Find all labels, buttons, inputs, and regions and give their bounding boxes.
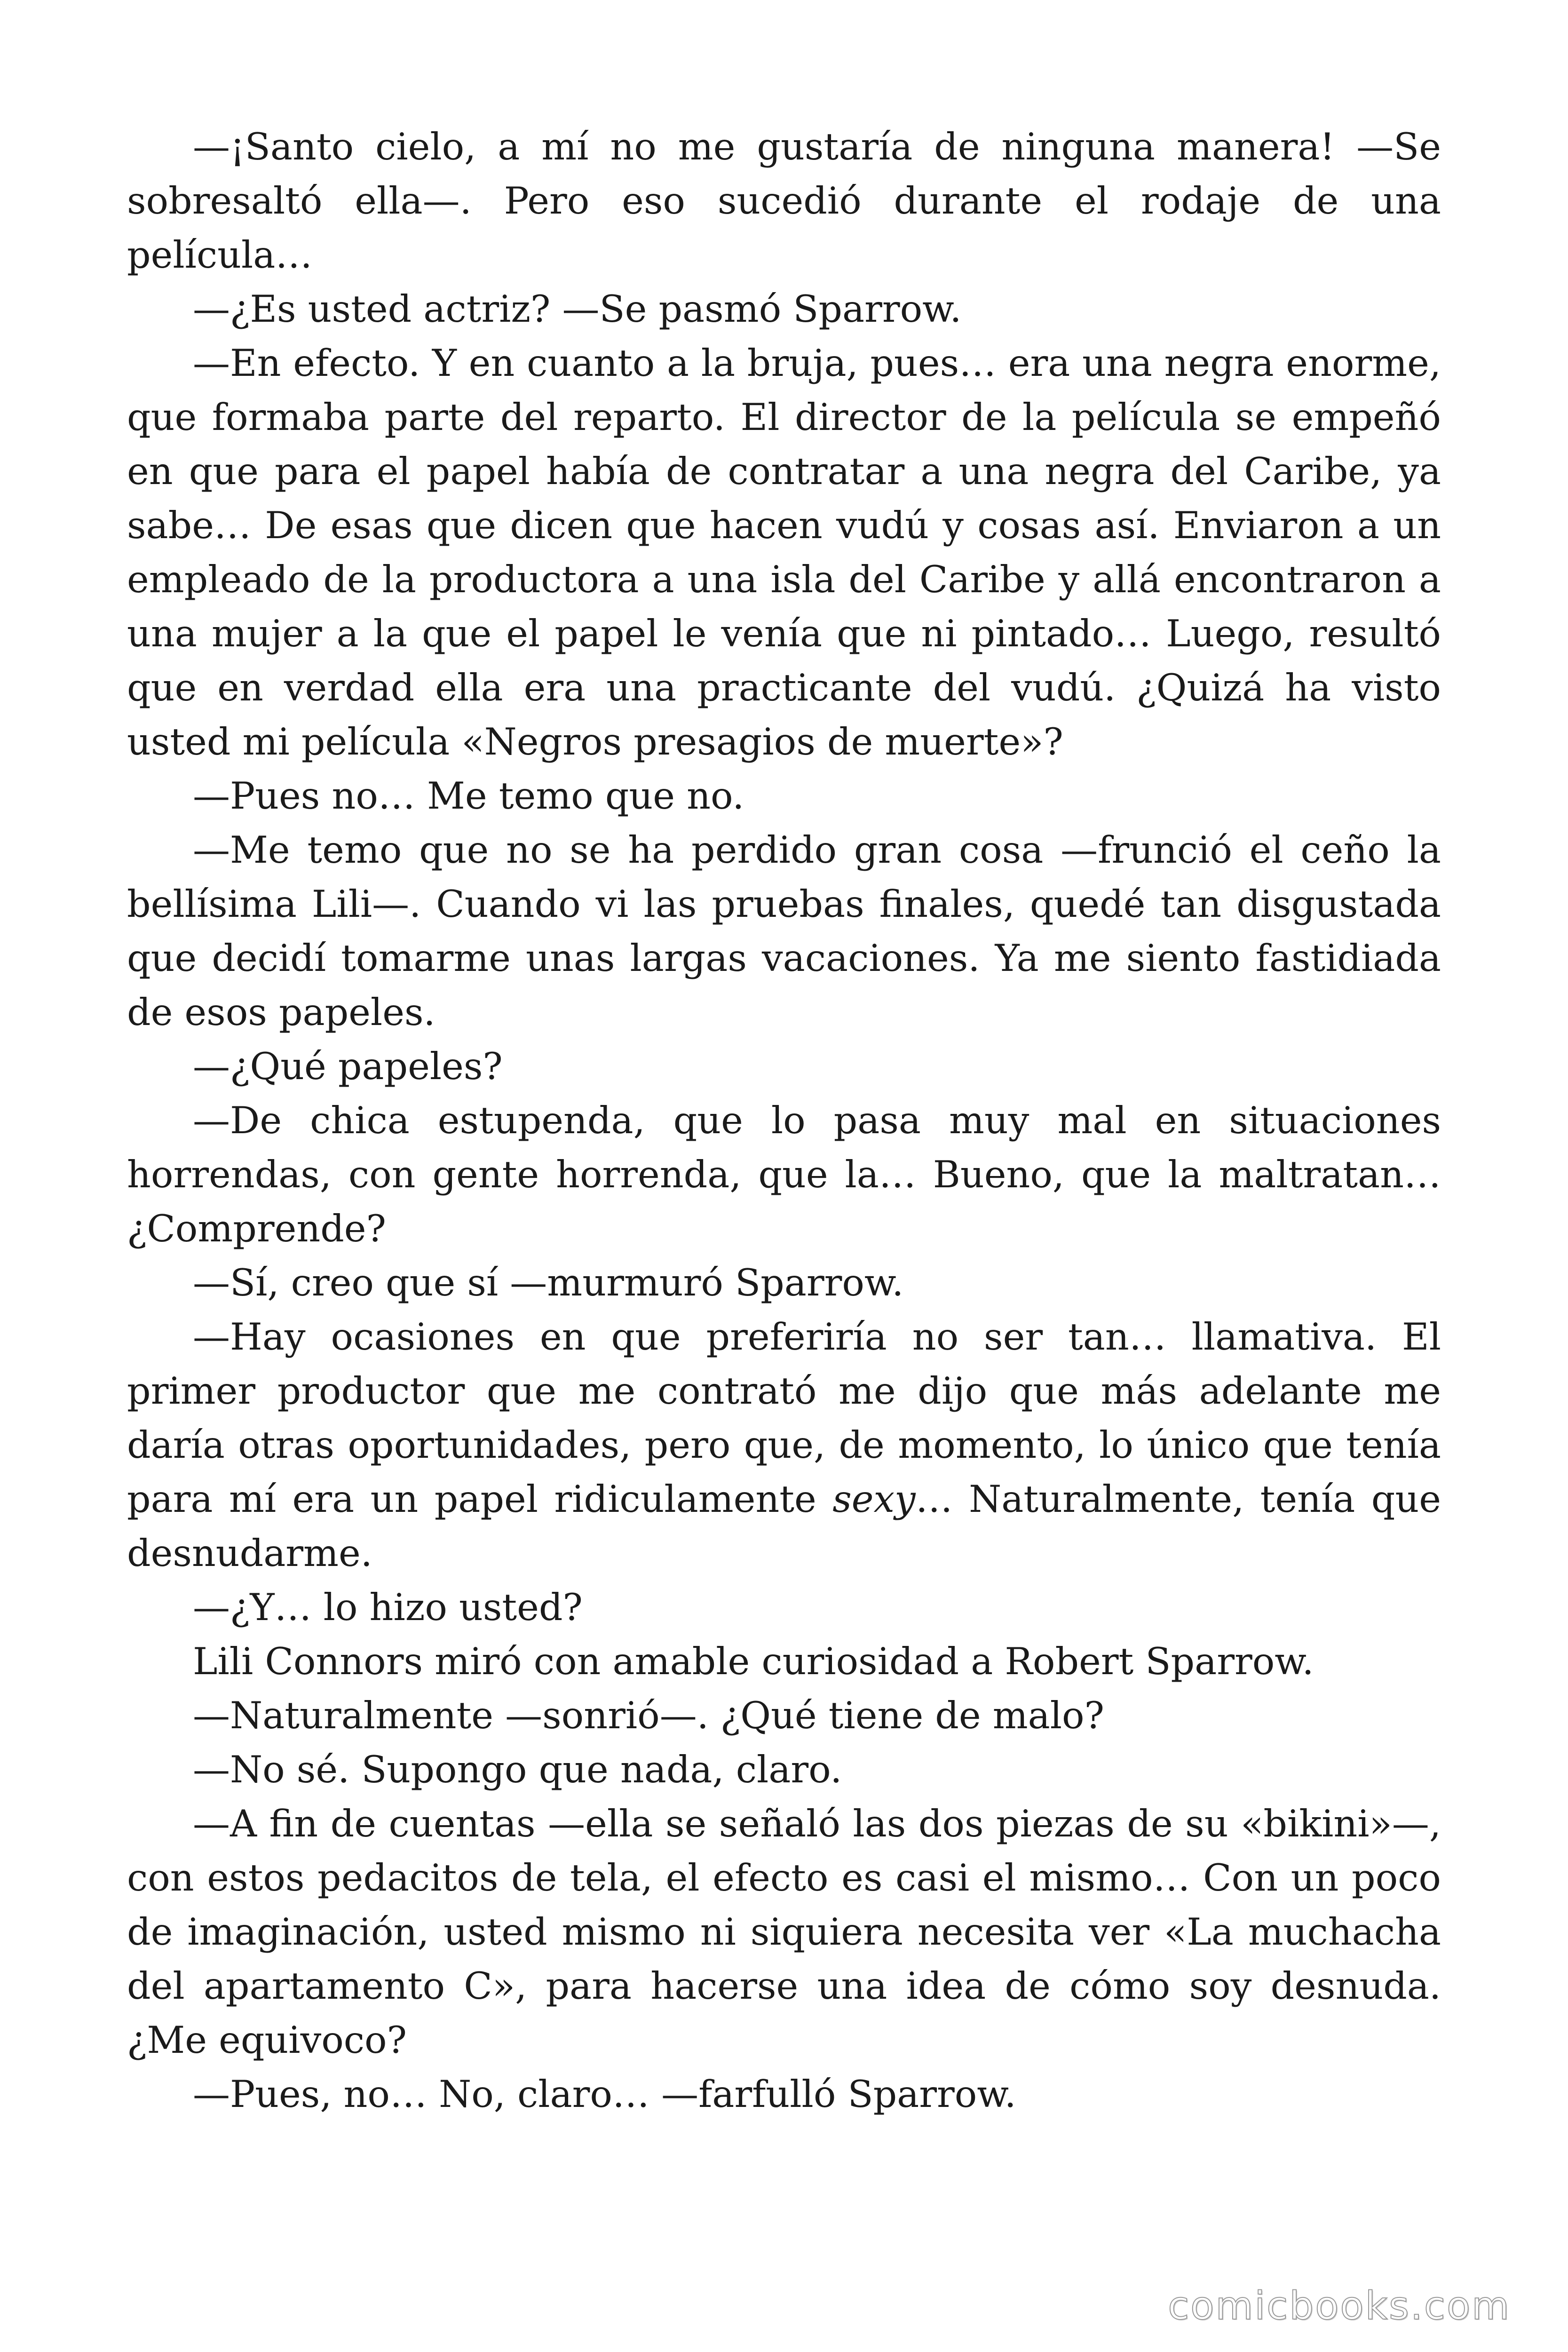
paragraph-10: —¿Y… lo hizo usted? — [193, 1586, 583, 1629]
watermark: comicbooks.com — [1168, 2284, 1511, 2328]
paragraph-9-text-after: … Naturalmente, tenía que desnudarme. — [127, 1478, 1441, 1575]
paragraph-11: Lili Connors miró con amable curiosidad a Robert Sparrow. — [193, 1640, 1314, 1683]
italic-word-sexy: sexy — [832, 1478, 916, 1521]
paragraph-5: —Me temo que no se ha perdido gran cosa —frunció el ceño la bellísima Lili—. Cuando vi las pruebas finales, quedé tan disgustada que decidí tomarme unas largas vacaciones. Ya me siento fastidiada de esos papeles. — [127, 828, 1441, 1034]
paragraph-14: —A fin de cuentas —ella se señaló las dos piezas de su «bikini»—, con estos pedacitos de tela, el efecto es casi el mismo… Con un poco de imaginación, usted mismo ni siquiera necesita ver «La muchacha del apartamento C», para hacerse una idea de cómo soy desnuda. ¿Me equivoco? — [127, 1802, 1441, 2062]
book-page — [127, 120, 1441, 2213]
paragraph-13: —No sé. Supongo que nada, claro. — [193, 1748, 842, 1791]
paragraph-6: —¿Qué papeles? — [193, 1045, 503, 1088]
paragraph-7: —De chica estupenda, que lo pasa muy mal en situaciones horrendas, con gente horrenda, que la… Bueno, que la maltratan… ¿Comprende? — [127, 1099, 1441, 1250]
paragraph-12: —Naturalmente —sonrió—. ¿Qué tiene de malo? — [193, 1694, 1104, 1737]
paragraph-1: —¡Santo cielo, a mí no me gustaría de ninguna manera! —Se sobresaltó ella—. Pero eso sucedió durante el rodaje de una película… — [127, 125, 1441, 277]
paragraph-2: —¿Es usted actriz? —Se pasmó Sparrow. — [193, 287, 962, 331]
paragraph-4: —Pues no… Me temo que no. — [193, 774, 744, 818]
paragraph-9 — [127, 1310, 1441, 1581]
paragraph-3: —En efecto. Y en cuanto a la bruja, pues… era una negra enorme, que formaba parte del reparto. El director de la película se empeñó en que para el papel había de contratar a una negra del Caribe, ya sabe… De esas que dicen que hacen vudú y cosas así. Enviaron a un empleado de la productora a una isla del Caribe y allá encontraron a una mujer a la que el papel le venía que ni pintado… Luego, resultó que en verdad ella era una practicante del vudú. ¿Quizá ha visto usted mi película «Negros presagios de muerte»? — [127, 342, 1441, 763]
paragraph-8: —Sí, creo que sí —murmuró Sparrow. — [193, 1261, 904, 1304]
paragraph-9-text-before: —Hay ocasiones en que preferiría no ser tan… llamativa. El primer productor que me contrató me dijo que más adelante me daría otras oportunidades, pero que, de momento, lo único que tenía para mí era un papel ridiculamente — [127, 1315, 1441, 1521]
paragraph-15: —Pues, no… No, claro… —farfulló Sparrow. — [193, 2073, 1016, 2116]
